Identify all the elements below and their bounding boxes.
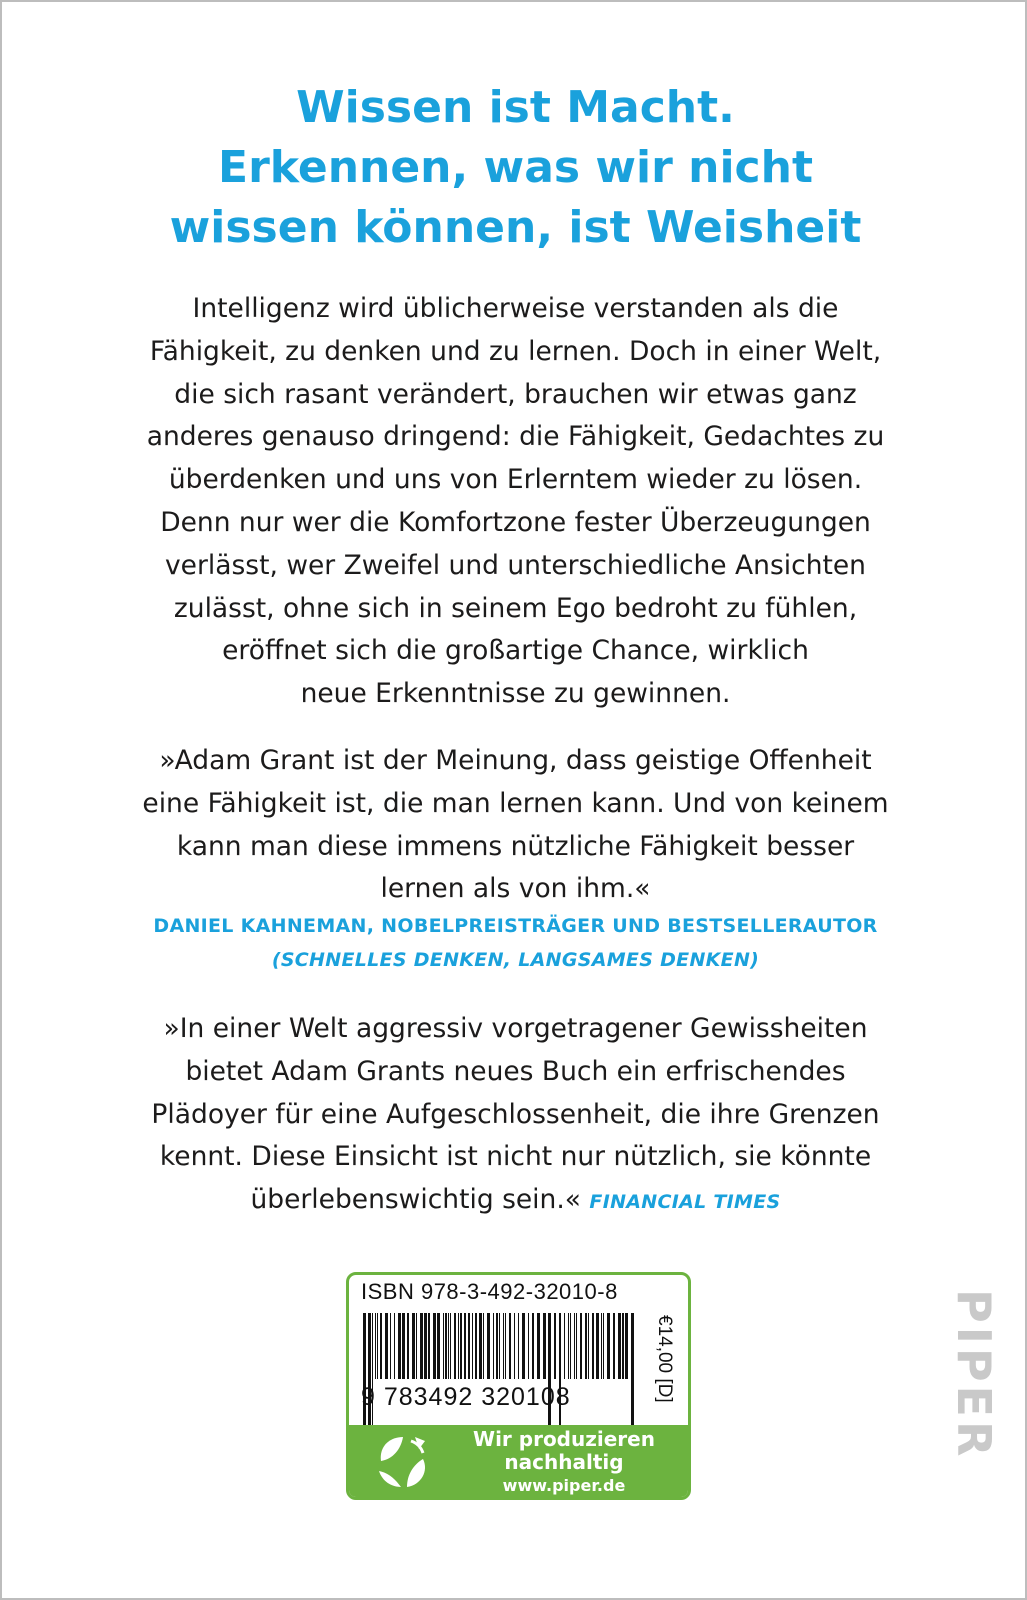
quote-line: kann man diese immens nützliche Fähigkeit besser <box>176 830 855 862</box>
review-quote-kahneman <box>72 740 959 911</box>
barcode-bar <box>433 1313 436 1379</box>
barcode-bar <box>588 1313 589 1379</box>
recycle-leaf-icon <box>371 1431 433 1493</box>
isbn-label: ISBN 978-3-492-32010-8 <box>361 1279 618 1304</box>
barcode-bar <box>574 1313 575 1379</box>
barcode-bar <box>385 1313 388 1379</box>
attribution-name: DANIEL KAHNEMAN, NOBELPREISTRÄGER UND BESTSELLERAUTOR <box>153 915 878 937</box>
barcode-bar <box>483 1313 484 1379</box>
barcode-bar <box>585 1313 587 1379</box>
barcode-bar <box>420 1313 423 1379</box>
blurb-line: Denn nur wer die Komfortzone fester Überzeugungen <box>160 506 871 538</box>
barcode-bar <box>412 1313 415 1379</box>
barcode-bar <box>576 1313 577 1379</box>
barcode-bar <box>394 1313 395 1379</box>
barcode-bar <box>570 1313 571 1379</box>
barcode-bar <box>554 1313 556 1379</box>
barcode-bar <box>424 1313 427 1379</box>
blurb-line: überdenken und uns von Erlerntem wieder zu lösen. <box>168 464 863 496</box>
headline-line: wissen können, ist Weisheit <box>169 202 862 253</box>
barcode-bar <box>450 1313 451 1379</box>
barcode-bar <box>537 1313 540 1379</box>
barcode-bar <box>377 1313 378 1379</box>
barcode-bar <box>493 1313 494 1379</box>
barcode-bar <box>472 1313 473 1379</box>
price-label: €14,00 [D] <box>654 1315 675 1403</box>
barcode-bar <box>380 1313 382 1379</box>
barcode-bar <box>613 1313 615 1379</box>
blurb-text <box>72 288 959 716</box>
barcode-bar <box>407 1313 409 1379</box>
barcode-bar <box>402 1313 405 1379</box>
sustainability-line: nachhaltig <box>504 1450 624 1474</box>
barcode-bar <box>607 1313 610 1379</box>
barcode-bar <box>603 1313 604 1379</box>
blurb-line: die sich rasant verändert, brauchen wir etwas ganz <box>174 378 857 410</box>
quote-line: »In einer Welt aggressiv vorgetragener Gewissheiten <box>163 1013 868 1044</box>
quote-line: überlebenswichtig sein.« <box>250 1184 581 1216</box>
barcode-bar <box>437 1313 440 1379</box>
barcode-bar <box>479 1313 482 1379</box>
headline-line: Wissen ist Macht. <box>296 82 735 133</box>
barcode-bar <box>618 1313 621 1379</box>
sustainability-text <box>449 1428 679 1497</box>
blurb-line: anderes genauso dringend: die Fähigkeit, Gedachtes zu <box>146 421 885 453</box>
quote-line: »Adam Grant ist der Meinung, dass geistige Offenheit <box>159 745 872 776</box>
barcode-bar <box>458 1313 459 1379</box>
barcode-bar <box>580 1313 582 1379</box>
quote-last-line <box>72 1179 959 1224</box>
barcode-box <box>346 1272 691 1500</box>
barcode-bar <box>518 1313 519 1379</box>
barcode-bar <box>468 1313 470 1379</box>
barcode-bar <box>475 1313 477 1379</box>
quote-attribution-kahneman <box>62 909 969 977</box>
sustainability-badge <box>349 1425 688 1497</box>
barcode-bar <box>496 1313 498 1379</box>
quote-line: lernen als von ihm.« <box>380 873 651 905</box>
barcode-bar <box>503 1313 504 1379</box>
barcode-bar <box>460 1313 462 1379</box>
quote-line: kennt. Diese Einsicht ist nicht nur nützlich, sie könnte <box>159 1141 872 1173</box>
barcode-bar <box>416 1313 417 1379</box>
barcode-bar <box>625 1313 628 1379</box>
headline <box>62 78 969 258</box>
barcode-bar <box>390 1313 391 1379</box>
quote-attribution-ft: FINANCIAL TIMES <box>589 1191 781 1214</box>
barcode-bar <box>528 1313 529 1379</box>
ean-digits: 9 783492 320108 <box>361 1383 571 1411</box>
barcode-bar <box>445 1313 447 1379</box>
blurb-line: eröffnet sich die großartige Chance, wirklich <box>222 635 809 667</box>
barcode-bar <box>398 1313 401 1379</box>
barcode-bar <box>564 1313 565 1379</box>
blurb-line: verlässt, wer Zweifel und unterschiedliche Ansichten <box>165 549 866 581</box>
review-quote-financial-times <box>72 1008 959 1224</box>
barcode-bar <box>532 1313 534 1379</box>
publisher-logo: PIPER <box>947 1289 1001 1461</box>
barcode-bar <box>505 1313 506 1379</box>
barcode-bar <box>601 1313 602 1379</box>
barcode-bar <box>443 1313 444 1379</box>
barcode-bar <box>464 1313 466 1379</box>
barcode-bar <box>522 1313 525 1379</box>
attribution-book: (SCHNELLES DENKEN, LANGSAMES DENKEN) <box>271 949 760 971</box>
blurb-line: neue Erkenntnisse zu gewinnen. <box>300 678 731 710</box>
barcode-bar <box>448 1313 449 1379</box>
barcode-bar <box>454 1313 456 1379</box>
barcode-bar <box>568 1313 569 1379</box>
barcode-bar <box>592 1313 594 1379</box>
barcode-bar <box>596 1313 599 1379</box>
barcode-bar <box>375 1313 376 1379</box>
barcode-bar <box>514 1313 515 1379</box>
blurb-line: Fähigkeit, zu denken und zu lernen. Doch in einer Welt, <box>149 335 882 367</box>
quote-line: Plädoyer für eine Aufgeschlossenheit, die ihre Grenzen <box>151 1098 880 1130</box>
barcode-bar <box>631 1313 634 1425</box>
publisher-url: www.piper.de <box>502 1476 626 1495</box>
quote-line: bietet Adam Grants neues Buch ein erfrischendes <box>185 1055 846 1087</box>
barcode-bar <box>499 1313 500 1379</box>
quote-line: eine Fähigkeit ist, die man lernen kann. Und von keinem <box>142 787 889 819</box>
headline-line: Erkennen, was wir nicht <box>218 142 813 193</box>
blurb-line: Intelligenz wird üblicherweise verstanden als die <box>192 293 839 324</box>
barcode-bar <box>509 1313 511 1379</box>
blurb-line: zulässt, ohne sich in seinem Ego bedroht zu fühlen, <box>173 592 858 624</box>
barcode-bar <box>543 1313 546 1379</box>
barcode-bar <box>428 1313 430 1379</box>
sustainability-line: Wir produzieren <box>473 1427 655 1451</box>
barcode-bar <box>487 1313 490 1379</box>
barcode-bar <box>622 1313 624 1379</box>
